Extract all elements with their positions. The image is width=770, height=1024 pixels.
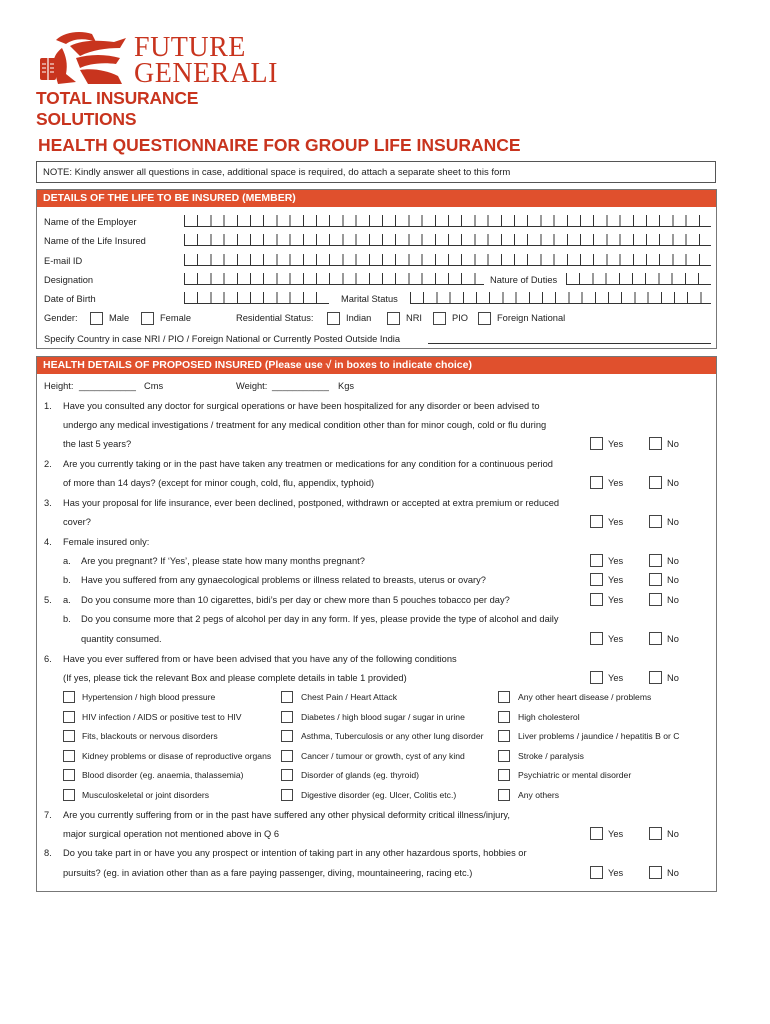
- q6-no-checkbox[interactable]: [649, 671, 662, 684]
- q4b-yes-label: Yes: [608, 575, 624, 585]
- q7-no-label: No: [667, 829, 679, 839]
- life-insured-label: Name of the Life Insured: [44, 236, 146, 246]
- q4b-letter: b.: [63, 575, 71, 585]
- female-label: Female: [160, 313, 192, 323]
- q6-no-label: No: [667, 673, 679, 683]
- condition-label: Any other heart disease / problems: [518, 692, 652, 702]
- height-label: Height:: [44, 381, 74, 391]
- q7-yes-label: Yes: [608, 829, 624, 839]
- condition-checkbox[interactable]: [63, 691, 75, 703]
- q4b-no-label: No: [667, 575, 679, 585]
- residential-status-label: Residential Status:: [236, 313, 314, 323]
- q4b-text: Have you suffered from any gynaecological problems or illness related to breasts, uterus or ovary?: [81, 575, 486, 585]
- condition-checkbox[interactable]: [63, 711, 75, 723]
- condition-checkbox[interactable]: [281, 730, 293, 742]
- condition-checkbox[interactable]: [63, 730, 75, 742]
- height-field[interactable]: ___________: [79, 381, 136, 391]
- q8-yes-label: Yes: [608, 868, 624, 878]
- weight-label: Weight:: [236, 381, 268, 391]
- foreign-national-label: Foreign National: [497, 313, 566, 323]
- condition-label: Psychiatric or mental disorder: [518, 770, 632, 780]
- q5b-letter: b.: [63, 614, 71, 624]
- q4a-no-label: No: [667, 556, 679, 566]
- q6-yes-label: Yes: [608, 673, 624, 683]
- q7-text-line2: major surgical operation not mentioned above in Q 6: [63, 829, 280, 839]
- condition-label: Digestive disorder (eg. Ulcer, Colitis etc.): [301, 790, 457, 800]
- employer-label: Name of the Employer: [44, 217, 137, 227]
- q4a-text: Are you pregnant? If ‘Yes’, please state how many months pregnant?: [81, 556, 365, 566]
- q5a-yes-checkbox[interactable]: [590, 593, 603, 606]
- brand-name-line1: FUTURE: [134, 32, 246, 63]
- weight-unit: Kgs: [338, 381, 355, 391]
- specify-country-label: Specify Country in case NRI / PIO / Foreign National or Currently Posted Outside India: [44, 334, 401, 344]
- nature-of-duties-field[interactable]: [566, 273, 711, 285]
- q3-text-line1: Has your proposal for life insurance, ever been declined, postponed, withdrawn or accepted at extra premium or reduced: [63, 498, 560, 508]
- pio-label: PIO: [452, 313, 469, 323]
- condition-checkbox[interactable]: [63, 789, 75, 801]
- condition-label: Cancer / tumour or growth, cyst of any kind: [301, 751, 465, 761]
- condition-checkbox[interactable]: [281, 769, 293, 781]
- q5a-letter: a.: [63, 595, 71, 605]
- q3-no-checkbox[interactable]: [649, 515, 662, 528]
- condition-label: Any others: [518, 790, 560, 800]
- q1-text-line2: undergo any medical investigations / treatment for any medical condition other than for minor cough, cold or flu during: [63, 420, 547, 430]
- condition-label: Fits, blackouts or nervous disorders: [82, 731, 218, 741]
- condition-label: Musculoskeletal or joint disorders: [82, 790, 210, 800]
- email-field[interactable]: [184, 254, 711, 266]
- designation-label: Designation: [44, 275, 94, 285]
- condition-checkbox[interactable]: [498, 750, 510, 762]
- marital-status-field[interactable]: [410, 292, 711, 304]
- q5a-no-checkbox[interactable]: [649, 593, 662, 606]
- condition-checkbox[interactable]: [498, 789, 510, 801]
- indian-checkbox[interactable]: [327, 312, 340, 325]
- condition-checkbox[interactable]: [498, 769, 510, 781]
- condition-label: HIV infection / AIDS or positive test to HIV: [82, 712, 242, 722]
- condition-checkbox[interactable]: [281, 789, 293, 801]
- q5b-yes-label: Yes: [608, 634, 624, 644]
- q6-text-line1: Have you ever suffered from or have been advised that you have any of the following conditions: [63, 654, 457, 664]
- form-note: NOTE: Kindly answer all questions in case, additional space is required, do attach a separate sheet to this form: [36, 161, 716, 183]
- q7-no-checkbox[interactable]: [649, 827, 662, 840]
- condition-checkbox[interactable]: [281, 691, 293, 703]
- q5b-yes-checkbox[interactable]: [590, 632, 603, 645]
- condition-label: Diabetes / high blood sugar / sugar in urine: [301, 712, 465, 722]
- q2-yes-label: Yes: [608, 478, 624, 488]
- q4a-no-checkbox[interactable]: [649, 554, 662, 567]
- q5-number: 5.: [44, 595, 52, 605]
- condition-checkbox[interactable]: [63, 750, 75, 762]
- q3-yes-checkbox[interactable]: [590, 515, 603, 528]
- condition-checkbox[interactable]: [498, 711, 510, 723]
- condition-checkbox[interactable]: [498, 691, 510, 703]
- weight-field[interactable]: ___________: [272, 381, 329, 391]
- nri-label: NRI: [406, 313, 423, 323]
- male-label: Male: [109, 313, 130, 323]
- pio-checkbox[interactable]: [433, 312, 446, 325]
- q8-no-label: No: [667, 868, 679, 878]
- condition-checkbox[interactable]: [63, 769, 75, 781]
- brand-name-line2: GENERALI: [134, 58, 278, 89]
- q8-text-line1: Do you take part in or have you any prospect or intention of taking part in any other hazardous sports, hobbies or: [63, 848, 527, 858]
- condition-label: Hypertension / high blood pressure: [82, 692, 216, 702]
- condition-checkbox[interactable]: [498, 730, 510, 742]
- q5b-no-label: No: [667, 634, 679, 644]
- q3-yes-label: Yes: [608, 517, 624, 527]
- q1-yes-checkbox[interactable]: [590, 437, 603, 450]
- nri-checkbox[interactable]: [387, 312, 400, 325]
- q6-number: 6.: [44, 654, 52, 664]
- q5a-text: Do you consume more than 10 cigarettes, bidi’s per day or chew more than 5 pouches tobacco per day?: [81, 595, 510, 605]
- q2-no-label: No: [667, 478, 679, 488]
- female-checkbox[interactable]: [141, 312, 154, 325]
- q1-yes-label: Yes: [608, 439, 624, 449]
- q1-no-label: No: [667, 439, 679, 449]
- brand-tagline: TOTAL INSURANCE SOLUTIONS: [36, 88, 199, 129]
- q7-number: 7.: [44, 810, 52, 820]
- member-section-header: DETAILS OF THE LIFE TO BE INSURED (MEMBER): [36, 189, 717, 207]
- height-unit: Cms: [144, 381, 164, 391]
- q1-no-checkbox[interactable]: [649, 437, 662, 450]
- q5b-no-checkbox[interactable]: [649, 632, 662, 645]
- email-label: E-mail ID: [44, 256, 83, 266]
- q7-yes-checkbox[interactable]: [590, 827, 603, 840]
- q6-text-line2: (If yes, please tick the relevant Box and please complete details in table 1 provided): [63, 673, 407, 683]
- q8-yes-checkbox[interactable]: [590, 866, 603, 879]
- health-section-header: HEALTH DETAILS OF PROPOSED INSURED (Please use √ in boxes to indicate choice): [36, 356, 717, 374]
- q5b-text-line1: Do you consume more that 2 pegs of alcohol per day in any form. If yes, please provide the type of alcohol and daily: [81, 614, 559, 624]
- male-checkbox[interactable]: [90, 312, 103, 325]
- employer-name-field[interactable]: [184, 215, 711, 227]
- q1-number: 1.: [44, 401, 52, 411]
- condition-label: Blood disorder (eg. anaemia, thalassemia): [82, 770, 244, 780]
- q2-text-line1: Are you currently taking or in the past have taken any treatmen or medications for any condition for a continuous period: [63, 459, 553, 469]
- q7-text-line1: Are you currently suffering from or in the past have suffered any other physical deformity critical illness/injury,: [63, 810, 510, 820]
- form-title: HEALTH QUESTIONNAIRE FOR GROUP LIFE INSURANCE: [38, 135, 521, 155]
- q8-number: 8.: [44, 848, 52, 858]
- indian-label: Indian: [346, 313, 372, 323]
- condition-label: High cholesterol: [518, 712, 580, 722]
- q8-text-line2: pursuits? (eg. in aviation other than as a fare paying passenger, diving, mountaineering, racing etc.): [63, 868, 473, 878]
- q4b-no-checkbox[interactable]: [649, 573, 662, 586]
- q4a-yes-checkbox[interactable]: [590, 554, 603, 567]
- q5b-text-line2: quantity consumed.: [81, 634, 162, 644]
- q2-yes-checkbox[interactable]: [590, 476, 603, 489]
- q4-number: 4.: [44, 537, 52, 547]
- q3-number: 3.: [44, 498, 52, 508]
- condition-label: Stroke / paralysis: [518, 751, 584, 761]
- q3-text-line2: cover?: [63, 517, 91, 527]
- designation-field[interactable]: [184, 273, 484, 285]
- q4-text: Female insured only:: [63, 537, 150, 547]
- gender-label: Gender:: [44, 313, 78, 323]
- q5a-no-label: No: [667, 595, 679, 605]
- condition-label: Asthma, Tuberculosis or any other lung disorder: [301, 731, 484, 741]
- nature-of-duties-label: Nature of Duties: [490, 275, 558, 285]
- foreign-national-checkbox[interactable]: [478, 312, 491, 325]
- condition-label: Chest Pain / Heart Attack: [301, 692, 398, 702]
- condition-label: Liver problems / jaundice / hepatitis B or C: [518, 731, 680, 741]
- q5a-yes-label: Yes: [608, 595, 624, 605]
- dob-field[interactable]: [184, 292, 329, 304]
- q2-number: 2.: [44, 459, 52, 469]
- dob-label: Date of Birth: [44, 294, 96, 304]
- life-insured-name-field[interactable]: [184, 234, 711, 246]
- q2-text-line2: of more than 14 days? (except for minor cough, cold, flu, appendix, typhoid): [63, 478, 375, 488]
- q2-no-checkbox[interactable]: [649, 476, 662, 489]
- company-logo: [36, 30, 296, 129]
- q4a-letter: a.: [63, 556, 71, 566]
- lion-logo-icon: [36, 30, 130, 86]
- q8-no-checkbox[interactable]: [649, 866, 662, 879]
- q1-text-line1: Have you consulted any doctor for surgical operations or have been hospitalized for any disorder or been advised to: [63, 401, 540, 411]
- marital-status-label: Marital Status: [341, 294, 398, 304]
- q3-no-label: No: [667, 517, 679, 527]
- member-section-box: [36, 189, 717, 349]
- q6-yes-checkbox[interactable]: [590, 671, 603, 684]
- condition-label: Disorder of glands (eg. thyroid): [301, 770, 419, 780]
- q4a-yes-label: Yes: [608, 556, 624, 566]
- q4b-yes-checkbox[interactable]: [590, 573, 603, 586]
- condition-checkbox[interactable]: [281, 711, 293, 723]
- condition-label: Kidney problems or disase of reproductive organs: [82, 751, 272, 761]
- condition-checkbox[interactable]: [281, 750, 293, 762]
- q1-text-line3: the last 5 years?: [63, 439, 132, 449]
- specify-country-field[interactable]: [428, 333, 711, 344]
